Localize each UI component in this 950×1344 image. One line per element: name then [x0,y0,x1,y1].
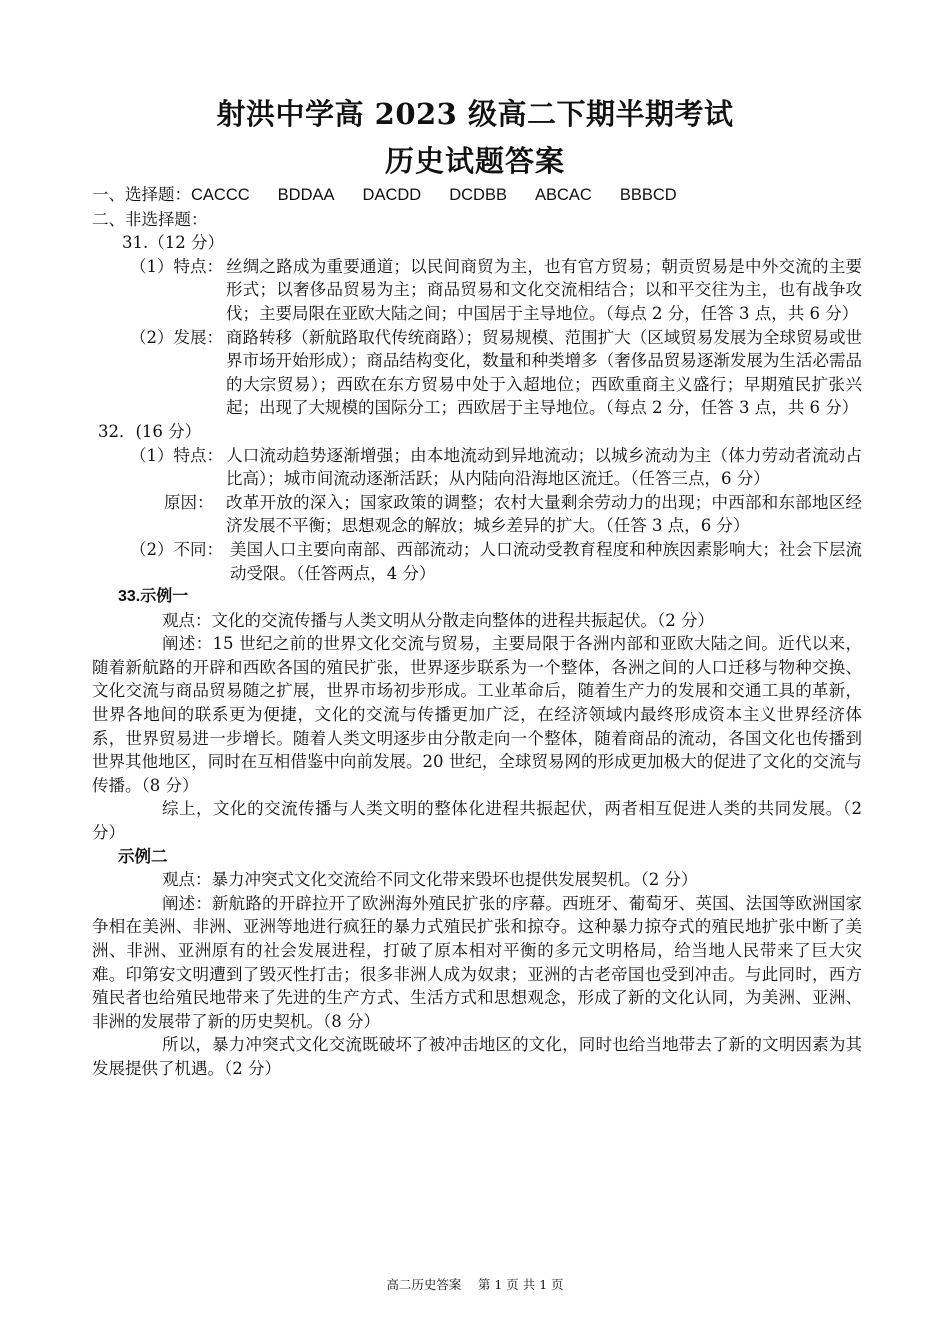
q32-part1-text: 人口流动趋势逐渐增强；由本地流动到异地流动；以城乡流动为主（体力劳动者流动占比高）；城市间流动逐渐活跃；从内陆向沿海地区流迁。（任答三点，6 分） [226,445,862,489]
q31-part1 [92,255,862,326]
q33-example1-argument: 阐述：15 世纪之前的世界文化交流与贸易，主要局限于各洲内部和亚欧大陆之间。近代以来，随着新航路的开辟和西欧各国的殖民扩张，世界逐步联系为一个整体，各洲之间的人口迁移与物种交换、文化交流与商品贸易随之扩展，世界市场初步形成。工业革命后，随着生产力的发展和交通工具的革新，世界各地间的联系更为便捷，文化的交流与传播更加广泛，在经济领域内最终形成资本主义世界经济体系，世界贸易进一步增长。随着人类文明逐步由分散走向一个整体，随着商品的流动，各国文化也传播到世界其他地区，同时在互相借鉴中向前发展。20 世纪，全球贸易网的形成更加极大的促进了文化的交流与传播。（8 分） [92,634,862,795]
q32-part2-text: 美国人口主要向南部、西部流动；人口流动受教育程度和种族因素影响大；社会下层流动受限。（任答两点，4 分） [230,539,862,583]
q31-part2 [92,326,862,420]
q33-example1-view: 观点：文化的交流传播与人类文明从分散走向整体的进程共振起伏。（2 分） [162,610,714,630]
page-footer: 高二历史答案 第 1 页 共 1 页 [386,1277,564,1292]
q32-reason-text: 改革开放的深入；国家政策的调整；农村大量剩余劳动力的出现；中西部和东部地区经济发展不平衡；思想观念的解放；城乡差异的扩大。（任答 3 点，6 分） [226,492,862,536]
q32-part2-label: （2）不同： [130,539,223,559]
q31-part1-label: （1）特点： [130,256,223,276]
choice-group-4: DCDBB [449,186,507,204]
choice-group-5: ABCAC [534,186,592,204]
section1-label: 一、选择题： [92,185,191,204]
q32-reason-label: 原因： [164,492,214,512]
q32-reason [92,491,862,538]
q31-heading: 31.（12 分） [122,233,224,253]
choice-group-3: DACDD [362,186,422,204]
q32-part2 [92,538,862,585]
q31-part2-text: 商路转移（新航路取代传统商路）；贸易规模、范围扩大（区域贸易发展为全球贸易或世界市场开始形成）；商品结构变化，数量和种类增多（奢侈品贸易逐渐发展为生活必需品的大宗贸易）；西欧在东方贸易中处于入超地位；西欧重商主义盛行；早期殖民扩张兴起；出现了大规模的国际分工；西欧居于主导地位。（每点 2 分，任答 3 点，共 6 分） [226,327,862,418]
q33-example2-heading: 示例二 [118,846,168,866]
q31-part2-label: （2）发展： [130,327,223,347]
q33-example2-argument: 阐述：新航路的开辟拉开了欧洲海外殖民扩张的序幕。西班牙、葡萄牙、英国、法国等欧洲国家争相在美洲、非洲、亚洲等地进行疯狂的暴力式殖民扩张和掠夺。这种暴力掠夺式的殖民地扩张中断了美洲、非洲、亚洲原有的社会发展进程，打破了原本相对平衡的多元文明格局，给当地人民带来了巨大灾难。印第安文明遭到了毁灭性打击；很多非洲人成为奴隶；亚洲的古老帝国也受到冲击。与此同时，西方殖民者也给殖民地带来了先进的生产方式、生活方式和思想观念，形成了新的文化认同，为美洲、亚洲、非洲的发展带了新的历史契机。（8 分） [92,893,862,1031]
q32-part1 [92,444,862,491]
q31-part1-text: 丝绸之路成为重要通道；以民间商贸为主，也有官方贸易；朝贡贸易是中外交流的主要形式；以奢侈品贸易为主；商品贸易和文化交流相结合；以和平交往为主，也有战争攻伐；主要局限在亚欧大陆之间；中国居于主导地位。（每点 2 分，任答 3 点，共 6 分） [226,256,862,323]
q33-example1-summary: 综上，文化的交流传播与人类文明的整体化进程共振起伏，两者相互促进人类的共同发展。（2 分） [92,799,862,843]
answer-content [92,183,862,1081]
exam-subtitle: 历史试题答案 [384,144,565,178]
q33-example1-heading: 33.示例一 [118,588,189,606]
q33-example2-view: 观点：暴力冲突式文化交流给不同文化带来毁坏也提供发展契机。（2 分） [162,870,698,890]
q33-example2-summary: 所以，暴力冲突式文化交流既破坏了被冲击地区的文化，同时也给当地带去了新的文明因素为其发展提供了机遇。（2 分） [92,1035,862,1078]
choice-group-2: BDDAA [277,186,335,204]
choice-group-6: BBBCD [619,186,677,204]
choice-group-1: CACCC [191,186,250,204]
section2-label: 二、非选择题： [92,209,208,229]
exam-title: 射洪中学高 2023 级高二下期半期考试 [216,97,734,131]
q32-heading: 32．(16 分） [98,421,202,441]
multiple-choice-answers [92,183,862,208]
q32-part1-label: （1）特点： [130,445,223,465]
